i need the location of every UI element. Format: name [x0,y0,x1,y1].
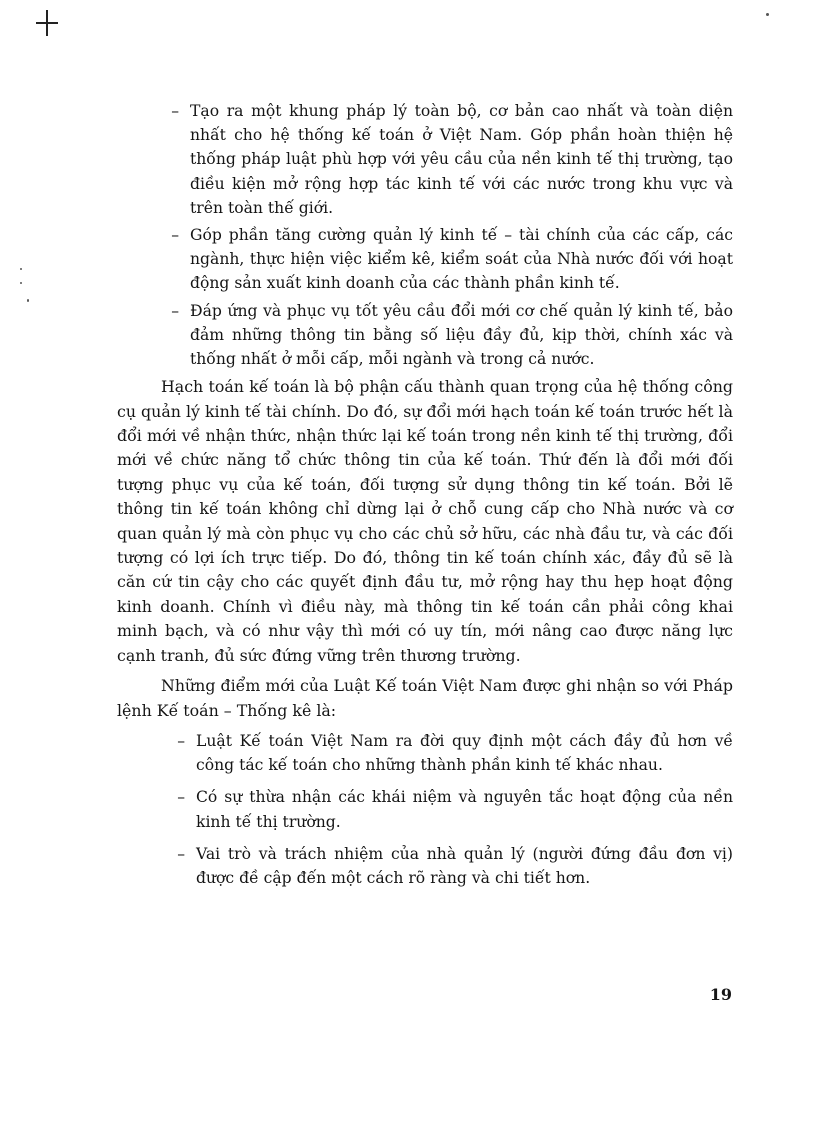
bullet-dash: – [171,226,179,245]
scan-speck [20,282,22,284]
bullet-list-top [117,99,733,371]
bullet-dash: – [177,788,185,807]
scan-speck [27,299,29,302]
bullet-list-bottom [117,729,733,890]
scan-speck [20,268,22,270]
list-item-text: Luật Kế toán Việt Nam ra đời quy định một cách đầy đủ hơn về công tác kế toán cho những thành phần kinh tế khác nhau. [196,731,733,775]
bullet-dash: – [171,301,179,320]
list-item [117,299,733,372]
body-paragraph: Những điểm mới của Luật Kế toán Việt Nam được ghi nhận so với Pháp lệnh Kế toán – Thống kê là: [117,676,733,720]
scan-speck [766,13,769,16]
bullet-dash: – [177,844,185,863]
list-item-text: Vai trò và trách nhiệm của nhà quản lý (người đứng đầu đơn vị) được đề cập đến một cách rõ ràng và chi tiết hơn. [196,844,733,887]
page-number: 19 [709,985,732,1004]
list-item-text: Đáp ứng và phục vụ tốt yêu cầu đổi mới cơ chế quản lý kinh tế, bảo đảm những thông tin bằng số liệu đầy đủ, kịp thời, chính xác và thống nhất ở mỗi cấp, mỗi ngành và trong cả nước. [190,301,733,369]
page-body [117,99,733,898]
body-paragraph: Hạch toán kế toán là bộ phận cấu thành quan trọng của hệ thống công cụ quản lý kinh tế tài chính. Do đó, sự đổi mới hạch toán kế toán trước hết là đổi mới về nhận thức, nhận thức lại kế toán trong nền kinh tế thị trường, đổi mới về chức năng tổ chức thông tin của kế toán. Thứ đến là đổi mới đối tượng phục vụ của kế toán, đối tượng sử dụng thông tin kế toán. Bởi lẽ thông tin kế toán không chỉ dừng lại ở chỗ cung cấp cho Nhà nước và cơ quan quản lý mà còn phục vụ cho các chủ sở hữu, các nhà đầu tư, và các đối tượng có lợi ích trực tiếp. Do đó, thông tin kế toán chính xác, đầy đủ sẽ là căn cứ tin cậy cho các quyết định đầu tư, mở rộng hay thu hẹp hoạt động kinh doanh. Chính vì điều này, mà thông tin kế toán cần phải công khai minh bạch, và có như vậy thì mới có uy tín, mới nâng cao được năng lực cạnh tranh, đủ sức đứng vững trên thương trường. [117,377,733,665]
crop-mark [36,10,58,36]
list-item [117,842,733,890]
list-item-text: Tạo ra một khung pháp lý toàn bộ, cơ bản cao nhất và toàn diện nhất cho hệ thống kế toán ở Việt Nam. Góp phần hoàn thiện hệ thống pháp luật phù hợp với yêu cầu của nền kinh tế thị trường, tạo điều kiện mở rộng hợp tác kinh tế với các nước trong khu vực và trên toàn thế giới. [190,102,733,217]
list-item [117,729,733,777]
bullet-dash: – [177,731,185,750]
bullet-dash: – [171,102,179,120]
list-item-text: Góp phần tăng cường quản lý kinh tế – tài chính của các cấp, các ngành, thực hiện việc kiểm kê, kiểm soát của Nhà nước đối với hoạt động sản xuất kinh doanh của các thành phần kinh tế. [190,226,733,293]
list-item [117,785,733,833]
list-item [117,223,733,296]
list-item [117,99,733,220]
list-item-text: Có sự thừa nhận các khái niệm và nguyên tắc hoạt động của nền kinh tế thị trường. [196,788,733,831]
